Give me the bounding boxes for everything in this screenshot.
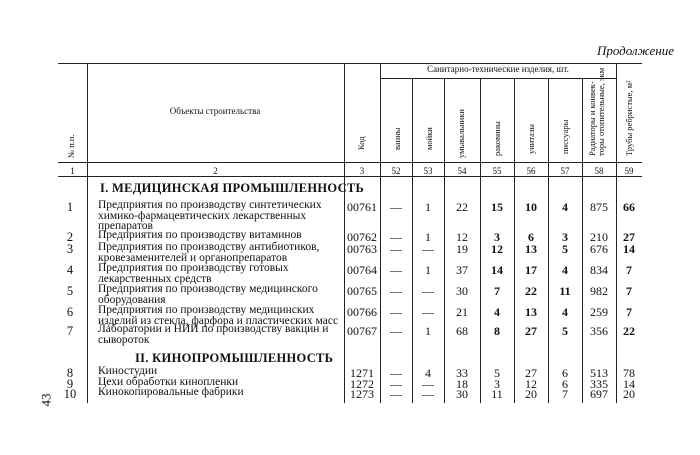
- cell-toilets: 13: [525, 242, 537, 256]
- header-baths: ванны: [392, 127, 402, 150]
- cell-sinks: —: [422, 284, 434, 298]
- colnum-57: 57: [560, 166, 570, 176]
- cell-toilets: 10: [525, 200, 537, 214]
- cell-radiators: 356: [590, 324, 608, 338]
- cell-sinks: 1: [425, 230, 431, 244]
- cell-raktoviny: 12: [491, 242, 503, 256]
- colnum-52: 52: [391, 166, 401, 176]
- row-number: 9: [66, 377, 74, 391]
- continuation-label: Продолжение: [596, 43, 674, 58]
- header-radiators: Радиаторы и конвек-торы отопительные, экм: [587, 67, 606, 156]
- row-number: 3: [66, 242, 74, 256]
- row-number: 8: [66, 366, 74, 380]
- cell-toilets: 6: [528, 230, 534, 244]
- cell-radiators: 982: [590, 284, 608, 298]
- colnum-3: 3: [359, 166, 365, 176]
- row-number: 2: [66, 230, 74, 244]
- cell-raktoviny: 11: [491, 387, 503, 401]
- cell-washbasins: 18: [456, 377, 468, 391]
- cell-urinals: 4: [562, 305, 568, 319]
- colnum-2: 2: [213, 166, 218, 176]
- cell-urinals: 11: [559, 284, 571, 298]
- cell-code: 1273: [350, 387, 374, 401]
- cell-baths: —: [390, 387, 402, 401]
- cell-code: 00767: [347, 324, 377, 338]
- cell-code: 00761: [347, 200, 377, 214]
- cell-raktoviny: 15: [491, 200, 503, 214]
- colnum-55: 55: [492, 166, 502, 176]
- object-name: Кинокопировальные фабрики: [98, 386, 244, 398]
- cell-toilets: 12: [525, 377, 537, 391]
- cell-code: 00763: [347, 242, 377, 256]
- cell-toilets: 22: [525, 284, 537, 298]
- object-name: Цехи обработки кинопленки: [98, 376, 239, 388]
- cell-urinals: 6: [562, 366, 568, 380]
- cell-radiators: 335: [590, 377, 608, 391]
- cell-washbasins: 22: [456, 200, 468, 214]
- cell-toilets: 20: [525, 387, 537, 401]
- cell-washbasins: 12: [456, 230, 468, 244]
- cell-code: 00765: [347, 284, 377, 298]
- cell-washbasins: 30: [456, 387, 468, 401]
- cell-washbasins: 37: [456, 263, 468, 277]
- colnum-58: 58: [594, 166, 604, 176]
- header-num: № п.п.: [66, 134, 76, 158]
- cell-washbasins: 68: [456, 324, 468, 338]
- cell-radiators: 210: [590, 230, 608, 244]
- cell-radiators: 834: [590, 263, 608, 277]
- cell-baths: —: [390, 230, 402, 244]
- object-name: Предприятия по производству витаминов: [98, 229, 302, 241]
- cell-washbasins: 33: [456, 366, 468, 380]
- cell-baths: —: [390, 366, 402, 380]
- cell-washbasins: 30: [456, 284, 468, 298]
- row-number: 5: [66, 284, 74, 298]
- cell-washbasins: 21: [456, 305, 468, 319]
- header-sanitary-group: Санитарно-технические изделия, шт.: [427, 64, 569, 74]
- row-number: 7: [66, 324, 74, 338]
- cell-baths: —: [390, 324, 402, 338]
- cell-pipes: 22: [623, 324, 635, 338]
- object-name: Лаборатории и НИИ по производству вакцин и сывороток: [98, 323, 329, 346]
- cell-pipes: 14: [623, 242, 635, 256]
- cell-raktoviny: 7: [494, 284, 500, 298]
- cell-raktoviny: 3: [494, 230, 500, 244]
- cell-baths: —: [390, 200, 402, 214]
- cell-baths: —: [390, 377, 402, 391]
- cell-urinals: 4: [562, 263, 568, 277]
- object-name: Предприятия по производству синтетических химико-фармацевтических лекарственных препаратов: [98, 199, 322, 232]
- header-raktoviny: раковины: [492, 121, 502, 156]
- cell-washbasins: 19: [456, 242, 468, 256]
- cell-pipes: 27: [623, 230, 635, 244]
- header-washbasins: умывальники: [456, 109, 466, 158]
- colnum-56: 56: [526, 166, 536, 176]
- object-name: Предприятия по производству медицинского оборудования: [98, 283, 318, 306]
- cell-sinks: —: [422, 242, 434, 256]
- row-number: 1: [66, 200, 74, 214]
- cell-pipes: 66: [623, 200, 635, 214]
- header-toilets: унитазы: [526, 123, 536, 154]
- cell-baths: —: [390, 284, 402, 298]
- cell-urinals: 5: [562, 324, 568, 338]
- section-title: II. КИНОПРОМЫШЛЕННОСТЬ: [135, 351, 334, 365]
- cell-code: 00762: [347, 230, 377, 244]
- row-number: 4: [66, 263, 74, 277]
- object-name: Предприятия по производству готовых лекарственных средств: [98, 262, 289, 285]
- cell-sinks: —: [422, 377, 434, 391]
- cell-toilets: 27: [525, 324, 537, 338]
- cell-raktoviny: 3: [494, 377, 500, 391]
- cell-toilets: 27: [525, 366, 537, 380]
- cell-sinks: 1: [425, 263, 431, 277]
- colnum-54: 54: [457, 166, 467, 176]
- cell-pipes: 7: [626, 263, 632, 277]
- cell-raktoviny: 8: [494, 324, 500, 338]
- cell-pipes: 14: [623, 377, 635, 391]
- header-objects: Объекты строительства: [169, 106, 261, 116]
- cell-urinals: 3: [562, 230, 568, 244]
- page-number: 43: [38, 393, 54, 407]
- cell-pipes: 7: [626, 305, 632, 319]
- cell-sinks: —: [422, 305, 434, 319]
- header-sinks: мойки: [424, 127, 434, 150]
- object-name: Киностудии: [98, 365, 158, 377]
- cell-pipes: 20: [623, 387, 635, 401]
- cell-baths: —: [390, 263, 402, 277]
- cell-code: 1272: [350, 377, 374, 391]
- header-pipes: Трубы ребристые, м²: [624, 80, 634, 156]
- cell-pipes: 7: [626, 284, 632, 298]
- cell-sinks: —: [422, 387, 434, 401]
- cell-urinals: 5: [562, 242, 568, 256]
- cell-code: 00766: [347, 305, 377, 319]
- header-code: Код: [356, 136, 366, 150]
- cell-radiators: 875: [590, 200, 608, 214]
- cell-radiators: 259: [590, 305, 608, 319]
- object-name: Предприятия по производству антибиотиков, кровезаменителей и органопрепаратов: [98, 241, 320, 264]
- row-number: 6: [66, 305, 74, 319]
- cell-urinals: 4: [562, 200, 568, 214]
- colnum-59: 59: [624, 166, 634, 176]
- colnum-53: 53: [423, 166, 433, 176]
- cell-urinals: 7: [562, 387, 568, 401]
- cell-baths: —: [390, 242, 402, 256]
- cell-urinals: 6: [562, 377, 568, 391]
- cell-raktoviny: 5: [494, 366, 500, 380]
- cell-radiators: 513: [590, 366, 608, 380]
- cell-baths: —: [390, 305, 402, 319]
- row-number: 10: [63, 387, 77, 401]
- section-title: I. МЕДИЦИНСКАЯ ПРОМЫШЛЕННОСТЬ: [100, 181, 365, 195]
- cell-sinks: 1: [425, 200, 431, 214]
- cell-sinks: 1: [425, 324, 431, 338]
- cell-raktoviny: 4: [494, 305, 500, 319]
- header-urinals: писсуары: [560, 119, 570, 154]
- object-name: Предприятия по производству медицинских изделий из стекла, фарфора и пластических масс: [98, 304, 339, 327]
- colnum-1: 1: [70, 166, 75, 176]
- cell-radiators: 697: [590, 387, 608, 401]
- cell-sinks: 4: [425, 366, 431, 380]
- cell-toilets: 13: [525, 305, 537, 319]
- cell-code: 00764: [347, 263, 377, 277]
- cell-radiators: 676: [590, 242, 608, 256]
- cell-code: 1271: [350, 366, 374, 380]
- cell-toilets: 17: [525, 263, 537, 277]
- cell-raktoviny: 14: [491, 263, 503, 277]
- cell-pipes: 78: [623, 366, 635, 380]
